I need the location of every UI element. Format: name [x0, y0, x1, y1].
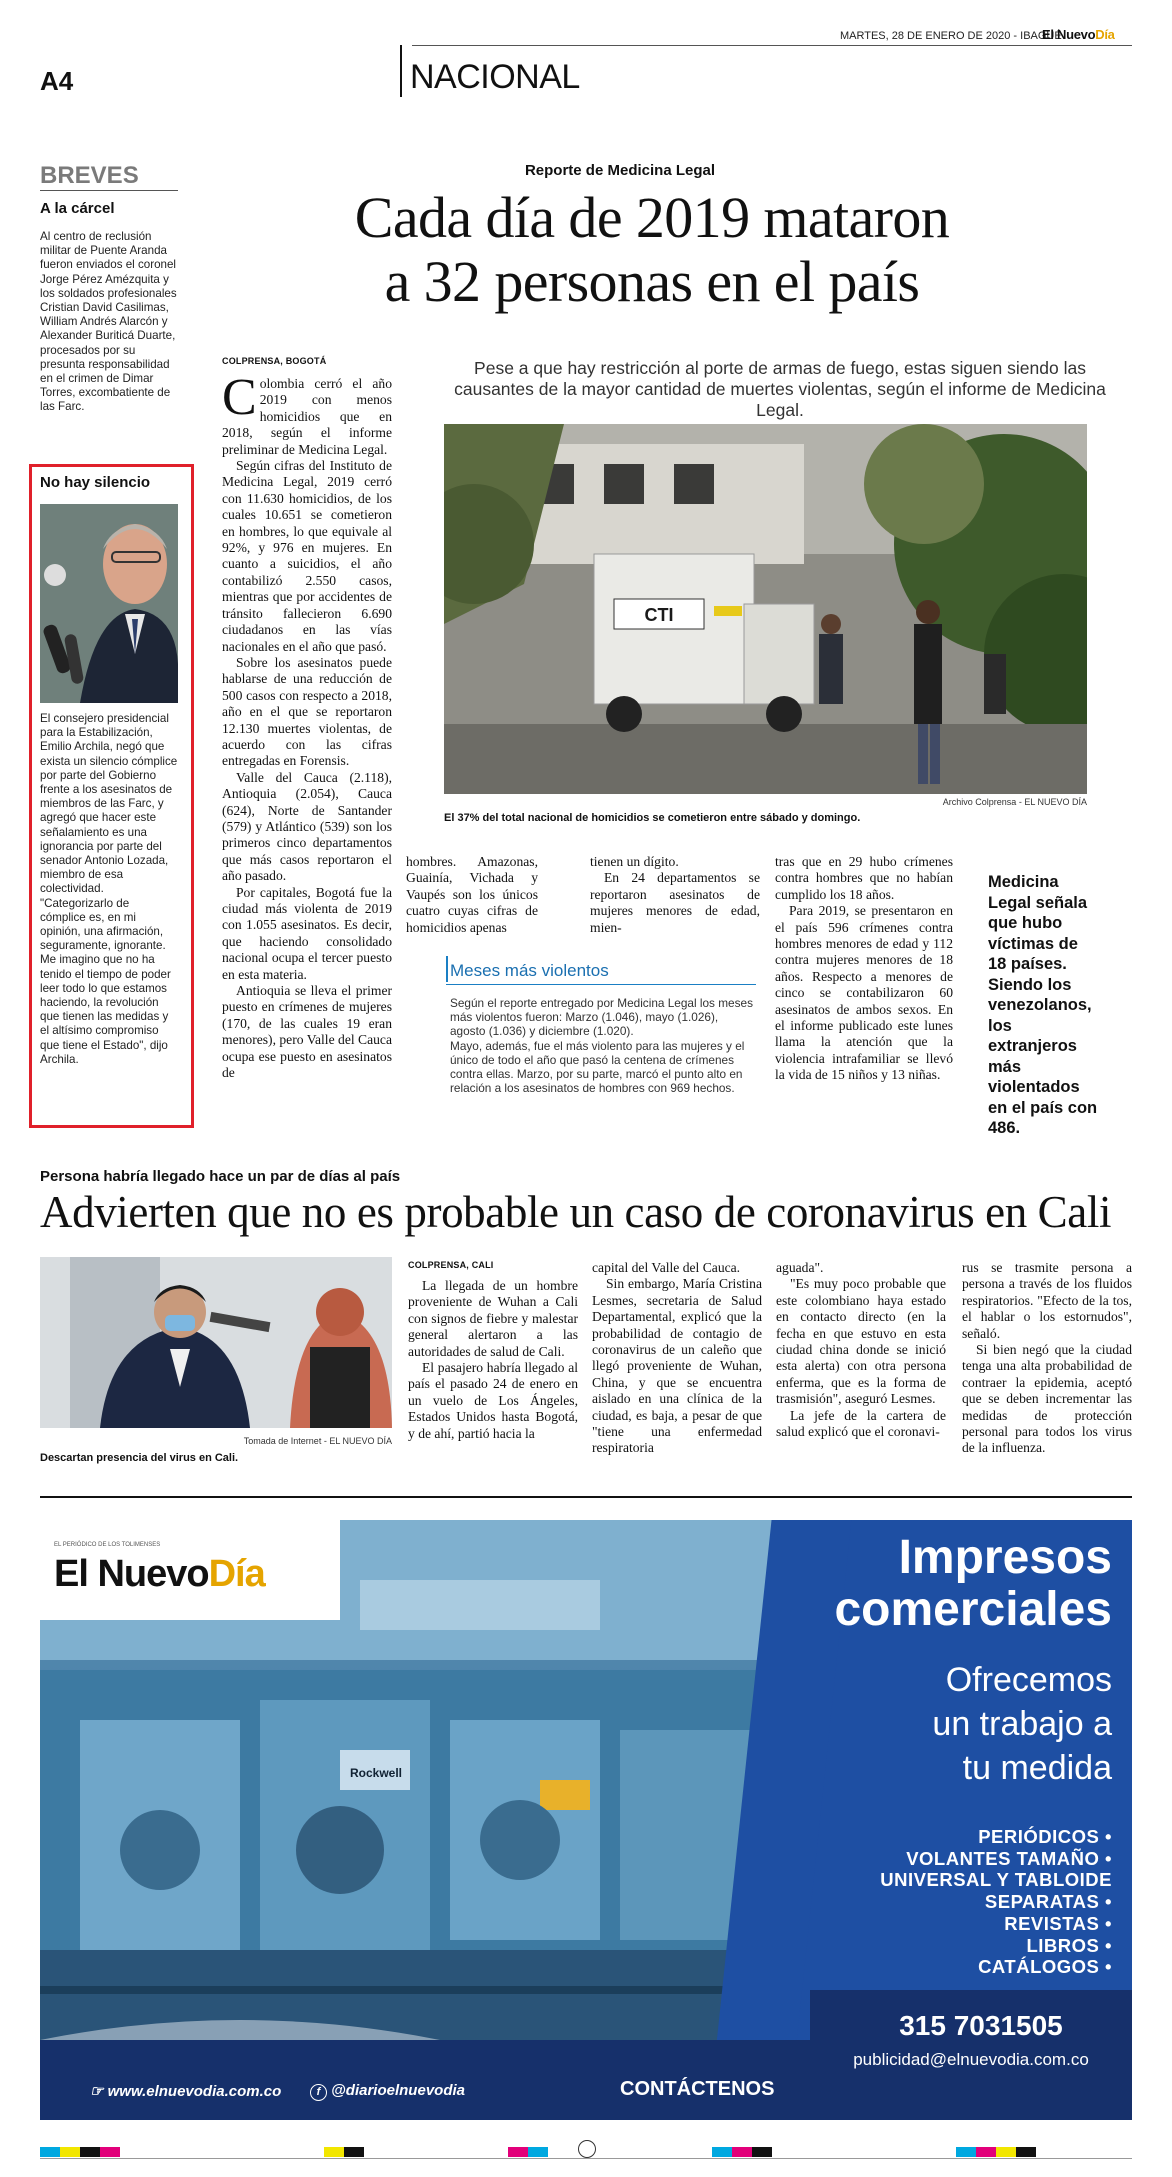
brief-body: El consejero presidencial para la Estabilización, Emilio Archila, negó que exista un silencio cómplice por parte del Gobierno frente a los asesinatos de miembros de las Farc, y agregó que hacer este señalamiento es una ignorancia por parte del senador Antonio Lozada, miembro de esa colectividad. "Categorizarlo de cómplice es, en mi opinión, una afirmación, seguramente, ignorante. Me imagino que no ha tenido el tiempo de poder leer todo lo que estamos haciendo, la revolución que tienen las medidas y el altísimo compromiso que tiene el Estado", dijo Archila.	[40, 712, 178, 1066]
story-kicker: Persona habría llegado hace un par de días al país	[40, 1168, 401, 1185]
story-column: tras que en 29 hubo crímenes contra hombres que no habían cumplido los 18 años. Para 2019, se presentaron en el país 596 crímenes contra hombres menores de edad y 112 contra mujeres menores de 18 años. Respecto a menores de cinco se contabilizaron 60 asesinatos de ambos sexos. En el informe publicado este lunes llama la atención que la violencia intrafamiliar se llevó la vida de 15 niños y 13 niñas.	[775, 854, 953, 1083]
truck-label: CTI	[644, 605, 674, 625]
header-rule	[412, 45, 1132, 46]
drop-cap: C	[222, 369, 257, 426]
story-column: rus se trasmite persona a persona a través de los fluidos respiratorios. "Efecto de la tos, el hablar o los estornudos", señaló. Si bien negó que la ciudad tenga una alta probabilidad de contraer la epidemia, aceptó que se deben incrementar las medidas de protección personal para todos los virus de la influenza.	[962, 1260, 1132, 1456]
ad-social: f @diarioelnuevodia	[310, 2082, 465, 2101]
page-number: A4	[40, 66, 74, 96]
facebook-icon: f	[310, 2084, 327, 2101]
ad-logo: El NuevoDía	[54, 1553, 265, 1595]
story-headline: Advierten que no es probable un caso de coronavirus en Cali	[40, 1187, 1112, 1237]
print-advertisement	[40, 1520, 1132, 2120]
ad-logo-tagline: EL PERIÓDICO DE LOS TOLIMENSES	[54, 1542, 161, 1548]
photo-caption: Descartan presencia del virus en Cali.	[40, 1452, 239, 1464]
story-column: C olombia cerró el año 2019 con menos homicidios que en 2018, según el informe preliminar de Medicina Legal. Según cifras del Instituto de Medicina Legal, 2019 cerró con 11.630 homicidios, de los cuales 10.651 se cometieron en hombres, lo que equivale al 92%, y 976 en mujeres. En cuanto a suicidios, el año contabilizó 2.550 casos, mientras que por accidentes de tránsito fallecieron 6.690 ciudadanos en las vías nacionales en el año que pasó. Sobre los asesinatos puede hablarse de una reducción de 500 casos con respecto a 2018, año en el que se reportaron 12.130 muertes violentas, de acuerdo con las cifras entregadas en Forensis. Valle del Cauca (2.118), Antioquia (2.054), Cauca (624), Norte de Santander (579) y Atlántico (539) son los primeros cinco departamentos que más casos reportaron el año pasado. Por capitales, Bogotá fue la ciudad más violenta de 2019 con 1.055 asesinatos. Es decir, que haciendo consolidado nacional ocupa el tercer puesto en esta materia. Antioquia se lleva el primer puesto en crímenes de mujeres (170, de las cuales 19 eran menores), pero Valle del Cauca ocupa ese puesto en asesinatos de	[222, 369, 392, 1081]
stats-box-text: Según el reporte entregado por Medicina Legal los meses más violentos fueron: Marzo (1.046), mayo (1.026), agosto (1.036) y diciembre (1.020). Mayo, además, fue el más violento para las mujeres y el único de todo el año que pasó la centena de crímenes contra ellas. Marzo, por su parte, marcó el punto alto en relación a los asesinatos de hombres con 969 hechos.	[450, 996, 753, 1096]
stats-box-underline	[446, 984, 756, 985]
archila-photo	[40, 504, 178, 703]
story-column: La llegada de un hombre proveniente de Wuhan a Cali con signos de fiebre y malestar general alertaron a las autoridades de salud de Cali. El pasajero habría llegado al país el pasado 24 de enero en un vuelo de Los Ángeles, Estados Unidos hasta Bogotá, y de ahí, partió hacia la	[408, 1278, 578, 1441]
brief-headline: A la cárcel	[40, 200, 115, 217]
section-title: NACIONAL	[410, 58, 580, 96]
story-column: hombres. Amazonas, Guainía, Vichada y Vaupés son los únicos cuatro cuyas cifras de homicidios apenas	[406, 854, 538, 935]
registration-mark-icon	[578, 2140, 596, 2158]
story-column: tienen un dígito. En 24 departamentos se reportaron asesinatos de mujeres menores de edad, mien-	[590, 854, 760, 935]
header-date: MARTES, 28 DE ENERO DE 2020 - IBAGUÉ	[840, 30, 1062, 42]
stats-box-title: Meses más violentos	[450, 961, 609, 980]
sidebar-title: BREVES	[40, 162, 139, 189]
crime-scene-photo	[444, 424, 1087, 794]
ad-top-rule	[40, 1496, 1132, 1498]
story-kicker: Reporte de Medicina Legal	[524, 162, 716, 179]
pull-quote: Medicina Legal señala que hubo víctimas de 18 países. Siendo los venezolanos, los extranjeros más violentados en el país con 486.	[988, 873, 1098, 1137]
story-headline: Cada día de 2019 mataron a 32 personas en el país	[354, 185, 950, 314]
coronavirus-photo	[40, 1257, 392, 1428]
section-divider	[400, 45, 402, 97]
story-column: capital del Valle del Cauca. Sin embargo, María Cristina Lesmes, secretaria de Salud Departamental, explicó que la probabilidad de contagio de coronavirus de un caleño que llegó proveniente de Wuhan, China, y que se encuentra aislado en una clínica de la ciudad, es baja, a pesar de que "tiene una enfermedad respiratoria	[592, 1260, 762, 1456]
ad-subtitle: Ofrecemos un trabajo a tu medida	[932, 1661, 1112, 1787]
stats-box-rule	[446, 956, 448, 982]
photo-credit: Archivo Colprensa - EL NUEVO DÍA	[942, 797, 1087, 807]
story-deck: Pese a que hay restricción al porte de armas de fuego, estas siguen siendo las causantes de la mayor cantidad de muertes violentas, según el informe de Medicina Legal.	[454, 358, 1106, 420]
brief-body: Al centro de reclusión militar de Puente Aranda fueron enviados el coronel Jorge Pérez Amézquita y los soldados profesionales Cristian David Casilimas, William Andrés Alarcón y Alexander Buriticá Duarte, procesados por su presunta responsabilidad en el crimen de Dimar Torres, excombatiente de las Farc.	[40, 230, 177, 414]
ad-email: publicidad@elnuevodia.com.co	[853, 2050, 1089, 2069]
sidebar-title-rule	[40, 190, 178, 191]
ad-title: Impresos comerciales	[834, 1531, 1112, 1636]
header-brand-logo: El NuevoDía	[1042, 27, 1115, 42]
machine-label: Rockwell	[350, 1766, 403, 1780]
brief-headline: No hay silencio	[40, 474, 151, 491]
story-byline: COLPRENSA, BOGOTÁ	[222, 356, 327, 366]
photo-caption: El 37% del total nacional de homicidios se cometieron entre sábado y domingo.	[444, 812, 861, 824]
photo-credit: Tomada de Internet - EL NUEVO DÍA	[243, 1436, 392, 1446]
ad-phone: 315 7031505	[899, 2010, 1063, 2041]
ad-web: ☞ www.elnuevodia.com.co	[90, 2083, 282, 2100]
story-column: aguada". "Es muy poco probable que este colombiano haya estado en contacto directo (en la fecha en que estuvo en esta ciudad china donde se inició esta alerta) con otra persona enferma, que es la forma de trasmisión", aseguró Lesmes. La jefe de la cartera de salud explicó que el coronavi-	[776, 1260, 946, 1440]
registration-rule	[40, 2158, 1132, 2159]
ad-cta: CONTÁCTENOS	[620, 2078, 775, 2100]
ad-services-list: PERIÓDICOS • VOLANTES TAMAÑO • UNIVERSAL Y TABLOIDE SEPARATAS • REVISTAS • LIBROS • CATÁLOGOS •	[880, 1826, 1112, 1978]
pointer-icon: ☞	[90, 2083, 104, 2100]
story-byline: COLPRENSA, CALI	[408, 1260, 494, 1270]
